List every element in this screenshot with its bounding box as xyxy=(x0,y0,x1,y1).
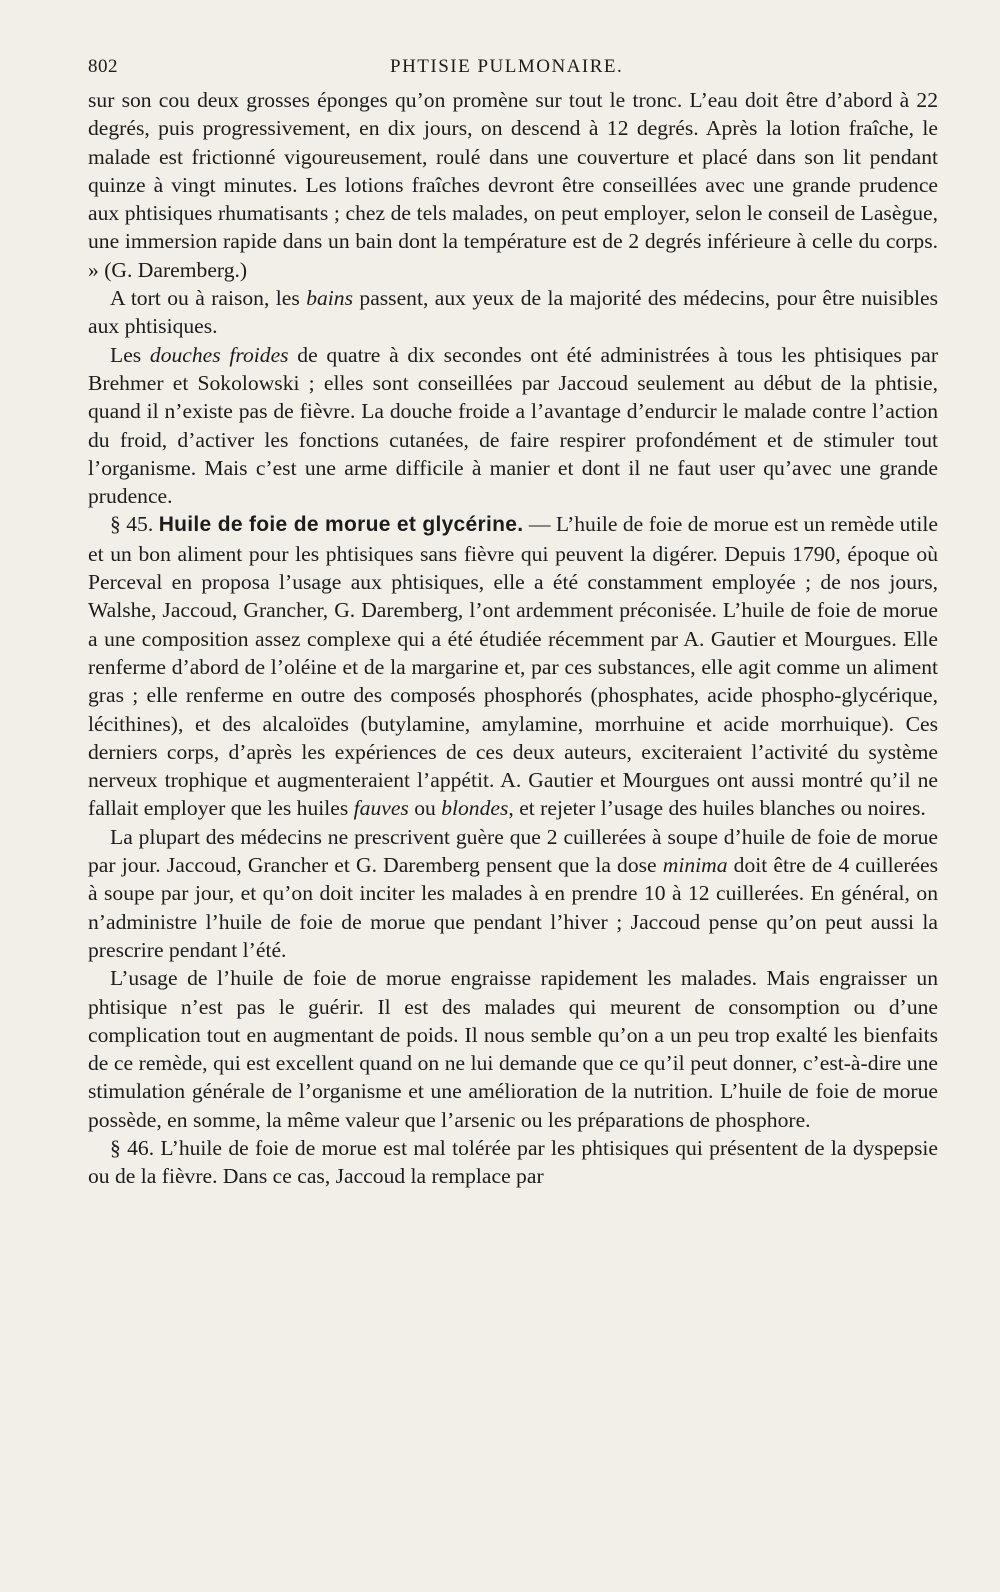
paragraph-douches xyxy=(88,341,938,511)
paragraph-bains xyxy=(88,284,938,341)
running-title: PHTISIE PULMONAIRE. xyxy=(390,56,624,77)
paragraph-text: — L’huile de foie de morue est un remède utile et un bon aliment pour les phtisiques sans fièvre qui peuvent la digérer. Depuis 1790, époque où Perceval en proposa l’usage aux phtisiques, elle a été constamment employée ; de nos jours, Walshe, Jaccoud, Grancher, G. Daremberg, l’ont ardemment préconisée. L’huile de foie de morue a une composition assez complexe qui a été étudiée récemment par A. Gautier et Mourgues. Elle renferme d’abord de l’oléine et de la margarine et, par ces substances, elle agit comme un aliment gras ; elle renferme en outre des composés phosphorés (phosphates, acide phospho-glycérique, lécithines), et des alcaloïdes (butylamine, amylamine, morrhuine et acide morrhuique). Ces derniers corps, d’après les expériences de ces deux auteurs, exciteraient l’activité du système nerveux trophique et augmenteraient l’appétit. A. Gautier et Mourgues ont aussi montré qu’il ne fallait employer que les huiles xyxy=(88,512,938,821)
body-text xyxy=(88,86,938,1191)
paragraph-usage xyxy=(88,964,938,1134)
paragraph-dosage xyxy=(88,823,938,964)
italic-term: douches froides xyxy=(149,342,289,367)
section-heading: Huile de foie de morue et glycérine. xyxy=(158,513,524,537)
italic-term: minima xyxy=(662,853,728,878)
paragraph-section-46 xyxy=(88,1134,938,1191)
paragraph-text: passent, aux yeux de la majorité des médecins, pour être nuisibles aux phtisiques. xyxy=(88,286,938,339)
paragraph-text: de quatre à dix secondes ont été administrées à tous les phtisiques par Brehmer et Sokolowski ; elles sont conseillées par Jaccoud seulement au début de la phtisie, quand il n’existe pas de fièvre. La douche froide a l’avantage d’endurcir le malade contre l’action du froid, d’activer les fonctions cutanées, de faire respirer profondément et de stimuler tout l’organisme. Mais c’est une arme difficile à manier et dont il ne faut user qu’avec une grande prudence. xyxy=(88,342,939,509)
italic-term: fauves xyxy=(353,796,409,821)
paragraph-text: La plupart des médecins ne prescrivent guère que 2 cuillerées à soupe d’huile de foie de morue par jour. Jaccoud, Grancher et G. Daremberg pensent que la dose xyxy=(88,824,938,878)
page-header xyxy=(88,56,938,78)
section-number: § 46. xyxy=(110,1135,155,1160)
paragraph-section-45 xyxy=(88,510,938,822)
paragraph-text: L’huile de foie de morue est mal tolérée par les phtisiques qui présentent de la dyspepsie ou de la fièvre. Dans ce cas, Jaccoud la remplace par xyxy=(88,1135,938,1189)
paragraph-text: L’usage de l’huile de foie de morue engraisse rapidement les malades. Mais engraisser un phtisique n’est pas le guérir. Il est des malades qui meurent de consomption ou d’une complication tout en augmentant de poids. Il nous semble qu’on a un peu trop exalté les bienfaits de ce remède, qui est excellent quand on ne lui demande que ce qu’il peut donner, c’est-à-dire une stimulation générale de l’organisme et une amélioration de la nutrition. L’huile de foie de morue possède, en somme, la même valeur que l’arsenic ou les préparations de phosphore. xyxy=(88,966,938,1132)
paragraph-text: doit être de 4 cuillerées à soupe par jour, et qu’on doit inciter les malades à en prendre 10 à 12 cuillerées. En général, on n’administre l’huile de foie de morue que pendant l’hiver ; Jaccoud pense qu’on peut aussi la prescrire pendant l’été. xyxy=(88,853,938,962)
paragraph-text: A tort ou à raison, les xyxy=(110,286,307,311)
page-number: 802 xyxy=(88,56,118,77)
paragraph-text: ou xyxy=(408,796,442,821)
paragraph-text: , et rejeter l’usage des huiles blanches ou noires. xyxy=(508,796,926,821)
section-number: § 45. xyxy=(110,512,154,537)
paragraph-text: sur son cou deux grosses éponges qu’on promène sur tout le tronc. L’eau doit être d’abord à 22 degrés, puis progressivement, en dix jours, on descend à 12 degrés. Après la lotion fraîche, le malade est frictionné vigoureusement, roulé dans une couverture et placé dans son lit pendant quinze à vingt minutes. Les lotions fraîches devront être conseillées avec une grande prudence aux phtisiques rhumatisants ; chez de tels malades, on peut employer, selon le conseil de Lasègue, une immersion rapide dans un bain dont la température est de 2 degrés inférieure à celle du corps. » (G. Daremberg.) xyxy=(88,88,938,282)
italic-term: bains xyxy=(306,286,353,311)
paragraph-text: Les xyxy=(110,342,150,367)
italic-term: blondes xyxy=(441,796,509,821)
paragraph-lotions xyxy=(88,86,938,284)
